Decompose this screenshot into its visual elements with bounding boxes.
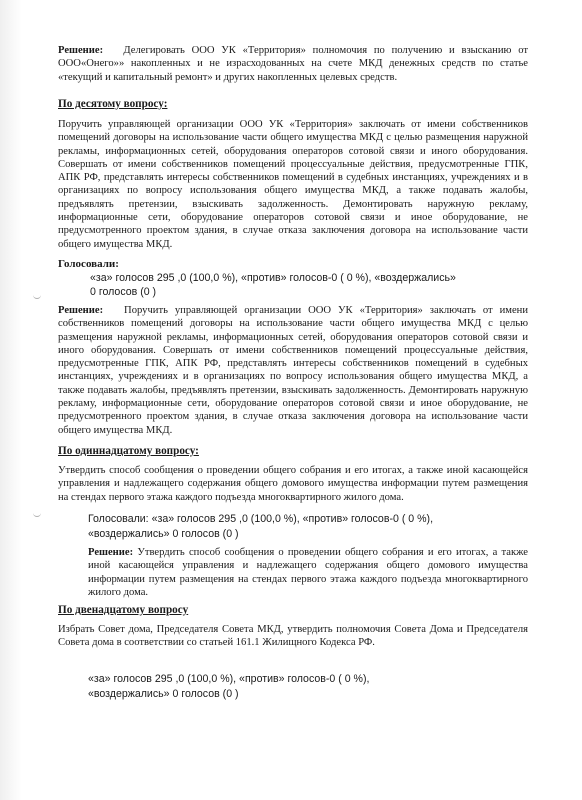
q10-vote-line2: 0 голосов (0 ) [90,286,157,298]
scan-margin-mark [33,294,41,299]
q10-vote-label: Голосовали: [58,258,119,270]
q12-proposal-text: Избрать Совет дома, Председателя Совета МКД, утвердить полномочия Совета Дома и Председателя Совета дома в соответствии со статьей 161.1 Жилищного Кодекса РФ. [58,624,528,649]
q10-decision-text: Поручить управляющей организации ООО УК «Территория» заключать от имени собственников помещений договоры на использование части общего имущества МКД с целью размещения наружной рекламы, информационных сетей, оборудования операторов сотовой связи и иного оборудования. Совершать от имени собственников помещений процессуальные действия, предусмотренные ГПК, АПК РФ, представлять интересы собственников помещений в судебных инстанциях, учреждениях и в организациях по вопросу использования общего имущества МКД, а также подавать жалобы, предъявлять претензии, взыскивать задолженность. Демонтировать наружную рекламу, информационные сети, оборудование операторов сотовой связи и иное оборудование, не предусмотренного проектом здания, в случае отказа заключения договора на использование части общего имущества МКД. [58,305,528,436]
q11-vote-line2: «воздержались» 0 голосов (0 ) [88,528,239,540]
q10-decision [58,304,528,437]
q11-decision-text: Утвердить способ сообщения о проведении общего собрания и его итогах, а также иной касающейся управления и надлежащего содержания общего домового имущества информации путем размещения на стендах первого этажа каждого подъезда многоквартирного жилого дома. [88,547,528,598]
section-heading-q11: По одиннадцатому вопросу: [58,445,199,457]
section-heading-q10: По десятому вопросу: [58,98,168,110]
decision-text: Делегировать ООО УК «Территория» полномочия по получению и взысканию от ООО«Онего»» накопленных и не израсходованных на счете МКД денежных средств по статье «текущий и капитальный ремонт» и других накопленных целевых средств. [58,45,528,83]
q11-vote-line1 [88,512,528,527]
q12-vote-line2: «воздержались» 0 голосов (0 ) [88,688,239,700]
q10-vote-line1: «за» голосов 295 ,0 (100,0 %), «против» голосов-0 ( 0 %), «воздержались» [90,272,456,284]
scan-margin-mark [33,512,41,517]
q10-decision-label: Решение: [58,305,104,316]
q11-proposal-text: Утвердить способ сообщения о проведении общего собрания и его итогах, а также иной касающейся управления и надлежащего содержания общего домового имущества информации путем размещения на стендах первого этажа каждого подъезда многоквартирного жилого дома. [58,465,528,503]
q11-vote-line1-text: Голосовали: «за» голосов 295 ,0 (100,0 %), «против» голосов-0 ( 0 %), [88,513,434,525]
scan-edge-shadow [0,0,22,800]
q10-proposal-text: Поручить управляющей организации ООО УК «Территория» заключать от имени собственников помещений договоры на использование части общего имущества МКД с целью размещения наружной рекламы, информационных сетей, оборудования операторов сотовой связи и иного оборудования. Совершать от имени собственников помещений процессуальные действия, предусмотренные ГПК, АПК РФ, представлять интересы собственников помещений в судебных инстанциях, учреждениях и в организациях по вопросу использования общего имущества МКД, а также подавать жалобы, предъявлять претензии, взыскивать задолженность. Демонтировать наружную рекламу, информационные сети, оборудование операторов сотовой связи и иное оборудование, не предусмотренного проектом здания, в случае отказа заключения договора на использование части общего имущества МКД. [58,119,528,250]
section-heading-q12: По двенадцатому вопросу [58,604,189,616]
q11-decision-label: Решение: [88,547,134,558]
q12-vote-line1: «за» голосов 295 ,0 (100,0 %), «против» голосов-0 ( 0 %), [88,673,370,685]
q11-decision [88,546,528,599]
decision-delegation [58,44,528,84]
decision-label: Решение: [58,45,104,56]
